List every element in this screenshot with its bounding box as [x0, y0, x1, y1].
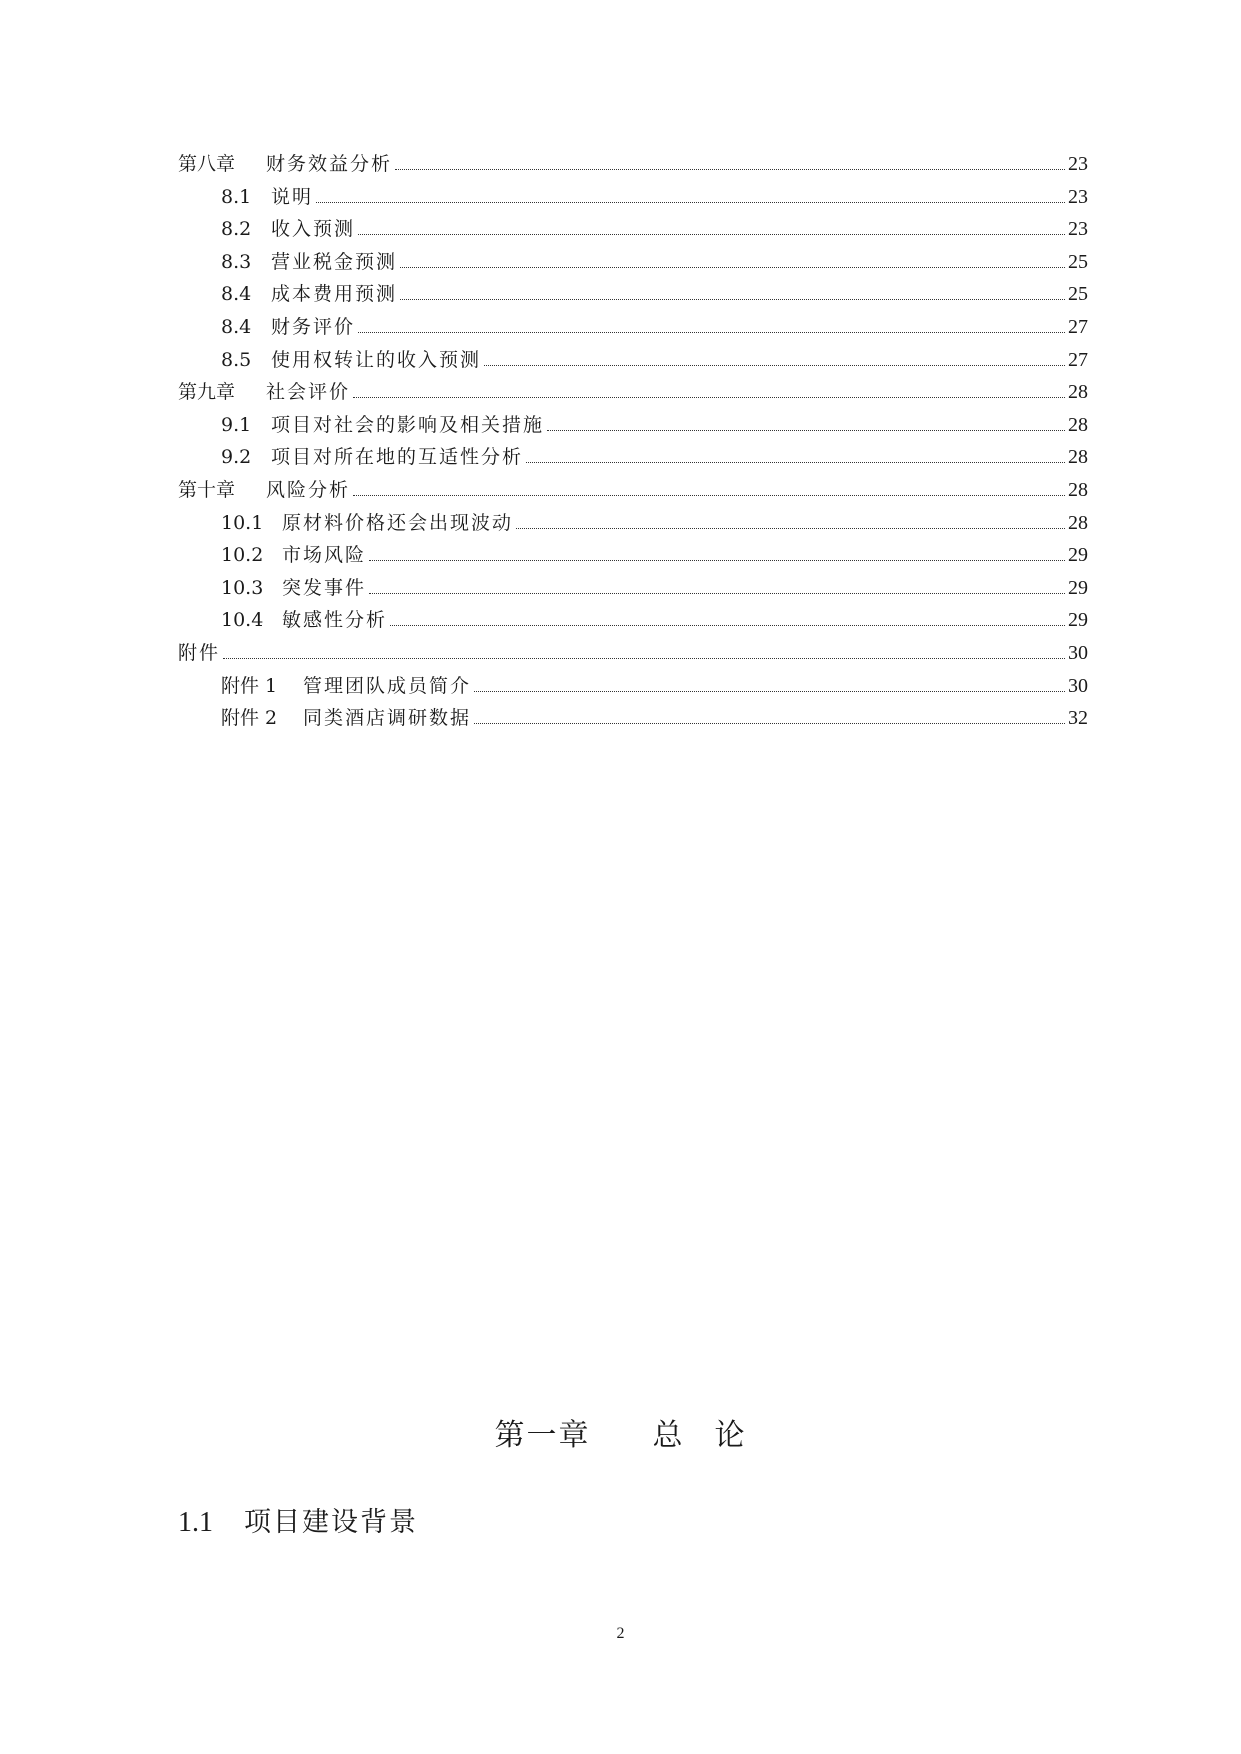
- toc-entry-page: 27: [1068, 315, 1088, 338]
- toc-entry-number: 8.5: [221, 348, 252, 371]
- toc-entry-title: 风险分析: [266, 478, 351, 501]
- toc-entry[interactable]: [178, 148, 1088, 181]
- toc-entry[interactable]: [178, 311, 1088, 344]
- toc-dot-leader: [223, 658, 1065, 659]
- toc-entry-title: 附件: [178, 641, 221, 664]
- toc-entry[interactable]: [178, 344, 1088, 377]
- toc-entry-page: 32: [1068, 707, 1088, 730]
- toc-dot-leader: [474, 723, 1065, 724]
- toc-dot-leader: [358, 332, 1065, 333]
- toc-entry[interactable]: [178, 572, 1088, 605]
- toc-entry-page: 28: [1068, 413, 1088, 436]
- section-number: 1.1: [178, 1507, 213, 1538]
- toc-entry-title: 收入预测: [271, 218, 356, 241]
- toc-dot-leader: [395, 169, 1065, 170]
- toc-dot-leader: [526, 462, 1065, 463]
- page-number: 2: [616, 1625, 625, 1642]
- toc-dot-leader: [369, 593, 1065, 594]
- toc-dot-leader: [353, 495, 1065, 496]
- toc-entry-number: 9.1: [221, 413, 252, 436]
- toc-entry[interactable]: [178, 604, 1088, 637]
- toc-entry-number: 10.4: [221, 609, 264, 632]
- toc-dot-leader: [369, 560, 1065, 561]
- toc-entry-page: 27: [1068, 348, 1088, 371]
- toc-dot-leader: [400, 299, 1065, 300]
- toc-entry-number: 8.4: [221, 315, 252, 338]
- toc-dot-leader: [516, 528, 1065, 529]
- toc-entry-page: 29: [1068, 576, 1088, 599]
- toc-entry-number: 10.3: [221, 576, 264, 599]
- toc-entry-title: 项目对所在地的互适性分析: [271, 446, 524, 469]
- chapter-title-part2: 论: [714, 1418, 747, 1453]
- toc-entry-page: 23: [1068, 153, 1088, 175]
- section-title: 项目建设背景: [244, 1507, 418, 1538]
- toc-entry-title: 管理团队成员简介: [303, 674, 472, 697]
- toc-entry[interactable]: [178, 441, 1088, 474]
- toc-entry-page: 28: [1068, 446, 1088, 469]
- toc-entry-number: 10.2: [221, 544, 264, 567]
- toc-entry-number: 第八章: [178, 153, 236, 175]
- toc-dot-leader: [316, 202, 1065, 203]
- toc-entry[interactable]: [178, 213, 1088, 246]
- toc-entry-page: 30: [1068, 641, 1088, 664]
- toc-entry-title: 项目对社会的影响及相关措施: [271, 413, 545, 436]
- toc-entry-title: 营业税金预测: [271, 250, 398, 273]
- toc-entry-title: 成本费用预测: [271, 283, 398, 306]
- toc-entry[interactable]: [178, 670, 1088, 703]
- toc-entry-title: 原材料价格还会出现波动: [282, 511, 514, 534]
- toc-entry[interactable]: [178, 181, 1088, 214]
- toc-entry[interactable]: [178, 507, 1088, 540]
- toc-entry-number: 8.4: [221, 283, 252, 306]
- section-heading: [178, 1500, 418, 1539]
- toc-entry[interactable]: [178, 702, 1088, 735]
- toc-entry[interactable]: [178, 474, 1088, 507]
- chapter-heading: [0, 1410, 1241, 1454]
- toc-entry-number: 附件 1: [221, 674, 278, 697]
- toc-dot-leader: [358, 234, 1065, 235]
- toc-entry-page: 25: [1068, 283, 1088, 306]
- toc-entry-number: 10.1: [221, 511, 264, 534]
- toc-entry[interactable]: [178, 539, 1088, 572]
- toc-entry[interactable]: [178, 376, 1088, 409]
- toc-entry-title: 敏感性分析: [282, 609, 388, 632]
- toc-entry-number: 8.1: [221, 185, 252, 208]
- chapter-number: 第一章: [494, 1418, 591, 1453]
- toc-entry-page: 23: [1068, 218, 1088, 241]
- toc-entry-title: 使用权转让的收入预测: [271, 348, 482, 371]
- toc-dot-leader: [390, 625, 1065, 626]
- toc-entry-title: 说明: [271, 185, 314, 208]
- toc-entry-page: 25: [1068, 250, 1088, 273]
- toc-entry-title: 财务效益分析: [266, 153, 393, 175]
- toc-entry-title: 社会评价: [266, 381, 351, 404]
- toc-entry-number: 第十章: [178, 478, 236, 501]
- toc-dot-leader: [353, 397, 1065, 398]
- toc-entry-title: 同类酒店调研数据: [303, 707, 472, 730]
- toc-entry-page: 28: [1068, 478, 1088, 501]
- toc-dot-leader: [484, 365, 1065, 366]
- toc-entry[interactable]: [178, 637, 1088, 670]
- toc-entry-page: 28: [1068, 511, 1088, 534]
- table-of-contents: [178, 148, 1088, 735]
- toc-entry-title: 市场风险: [282, 544, 367, 567]
- toc-dot-leader: [474, 691, 1065, 692]
- toc-entry-title: 财务评价: [271, 315, 356, 338]
- toc-entry-number: 8.2: [221, 218, 252, 241]
- toc-entry-page: 30: [1068, 674, 1088, 697]
- chapter-title-part1: 总: [652, 1418, 685, 1453]
- toc-entry-page: 23: [1068, 185, 1088, 208]
- toc-entry[interactable]: [178, 278, 1088, 311]
- toc-entry-page: 28: [1068, 381, 1088, 404]
- toc-entry-number: 8.3: [221, 250, 252, 273]
- toc-entry-number: 附件 2: [221, 707, 278, 730]
- toc-dot-leader: [547, 430, 1065, 431]
- toc-entry-number: 第九章: [178, 381, 236, 404]
- toc-entry-number: 9.2: [221, 446, 252, 469]
- toc-entry-page: 29: [1068, 609, 1088, 632]
- toc-entry[interactable]: [178, 409, 1088, 442]
- toc-dot-leader: [400, 267, 1065, 268]
- toc-entry[interactable]: [178, 246, 1088, 279]
- toc-entry-title: 突发事件: [282, 576, 367, 599]
- toc-entry-page: 29: [1068, 544, 1088, 567]
